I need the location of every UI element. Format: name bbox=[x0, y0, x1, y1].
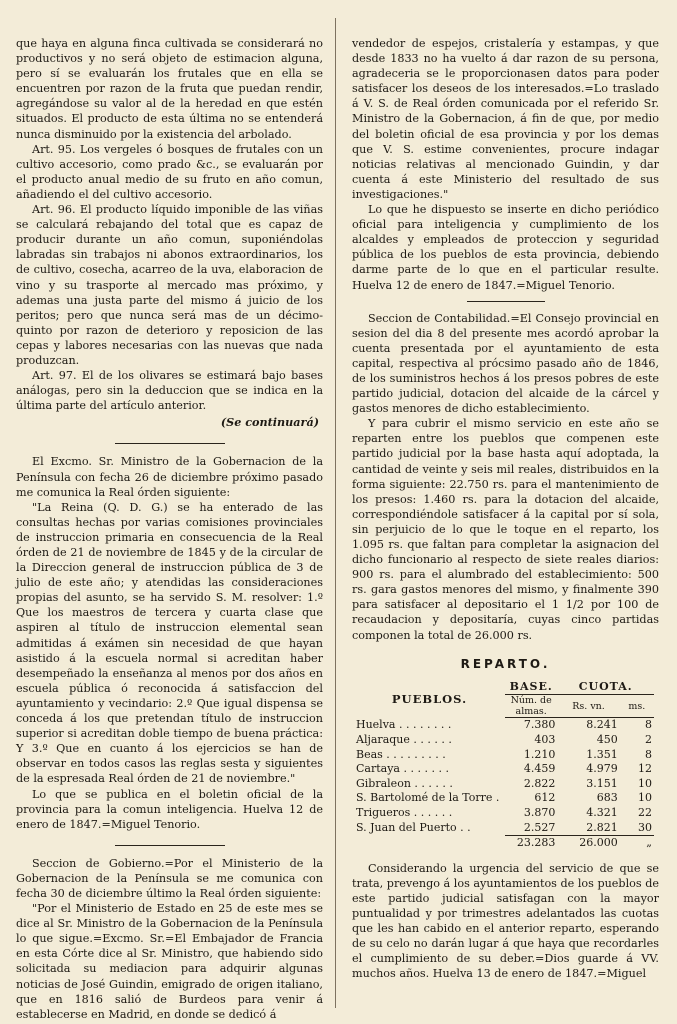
contabilidad-section: Seccion de Contabilidad.=El Consejo provincial en sesion del dia 8 del presente mes acordó aprobar la cuenta presentada por el ayuntamiento de esta capital, respectiva al prócsimo pasado año de 1846, de los suministros hechos á los presos pobres de este partido judicial, dotacion del alcaide de la cárcel y gastos menores de dicho establecimiento. bbox=[352, 311, 659, 416]
ms-value: 30 bbox=[638, 820, 652, 834]
ms-value: 22 bbox=[638, 805, 652, 819]
table-row bbox=[354, 733, 654, 748]
ms-value: 10 bbox=[638, 791, 652, 805]
article-96: Art. 96. El producto líquido imponible de las viñas se calculará rebajando del total que es capaz de producir durante un año comun, suponiéndolas labradas sin trabajos ni abonos extraordinarios, los de cultivo, cosecha, acarreo de la uva, elaboracion de vino y su trasporte al mercado mas próximo, y ademas una justa parte del mismo á juicio de los peritos; pero que nunca será mas de un décimo-quinto por razon de deterioro y reposicion de las cepas y labores necesarias con las nuevas que nada produzcan. bbox=[16, 203, 323, 367]
section-divider bbox=[115, 443, 225, 444]
pueblo-name: Gibraleon . . . . . . bbox=[356, 776, 453, 790]
reparto-heading: REPARTO. bbox=[460, 656, 551, 671]
left-column bbox=[16, 36, 323, 1022]
section-divider bbox=[115, 845, 225, 846]
continued-note: (Se continuará) bbox=[220, 415, 319, 430]
header-rsvn: Rs. vn. bbox=[557, 695, 619, 718]
table-row bbox=[354, 762, 654, 777]
article-97: Art. 97. El de los olivares se estimará bajo bases análogas, pero sin la deduccion que se indica en la última parte del artículo anterior. bbox=[16, 369, 323, 413]
reparto-explanation: Y para cubrir el mismo servicio en este año se reparten entre los pueblos que compenen este partido judicial por la base hasta aquí adoptada, la cantidad de veinte y seis mil reales, distribuidos en la forma siguiente: 22.750 rs. para el mantenimiento de los presos: 1.460 rs. para la dotacion del alcaide, correspondiéndole satisfacer á la capital por sí sola, sin perjuicio de lo que le toque en el reparto, los 1.095 rs. que faltan para completar la asignacion del dicho funcionario al respecto de siete reales diarios: 900 rs. para el alumbrado del establecimiento: 500 rs. gara gastos menores del mismo, y finalmente 390 para satisfacer al depositario el 1 1/2 por 100 de recaudacion y depositaría, cuyas cinco partidas componen la total de 26.000 rs. bbox=[352, 417, 659, 642]
pueblo-name: S. Juan del Puerto . . bbox=[356, 820, 471, 834]
table-total-row bbox=[354, 836, 654, 851]
column-separator bbox=[335, 18, 336, 1008]
rsvn-value: 2.821 bbox=[586, 820, 618, 834]
rsvn-value: 4.979 bbox=[586, 762, 618, 776]
almas-value: 2.527 bbox=[523, 820, 556, 834]
table-row bbox=[354, 821, 654, 836]
table-row bbox=[354, 748, 654, 763]
royal-order-text: "La Reina (Q. D. G.) se ha enterado de las consultas hechas por varias comisiones provinciales de instruccion primaria en consecuencia de la Real órden de 21 de noviembre de 1845 y de la circular de la Direccion general de instruccion pública de 3 de julio de este año; y atendidas las consideraciones propias del asunto, se ha servido S. M. resolver: 1.º Que los maestros de tercera y cuarta clase que aspiren al título de instruccion elemental sean admitidas á exámen sin necesidad de que hayan asistido á la escuela normal si acreditan haber desempeñado la enseñanza al menos por dos años en escuela pública ó reconocida á satisfaccion del ayuntamiento y vecindario: 2.º Que igual dispensa se conceda á los que pretendan título de instruccion superior si acreditan doble tiempo de buena práctica: Y 3.º Que en cuanto á los ejercicios se han de observar en todos casos las reglas sesta y siguientes de la espresada Real órden de 21 de noviembre." bbox=[16, 500, 323, 786]
publication-note: Lo que se publica en el boletin oficial de la provincia para la comun inteligencia. Huelva 12 de enero de 1847.=Miguel Tenorio. bbox=[16, 787, 323, 831]
pueblo-name: Trigueros . . . . . . bbox=[356, 805, 453, 819]
insertion-note: Lo que he dispuesto se inserte en dicho periódico oficial para inteligencia y cumplimiento de los alcaldes y empleados de proteccion y seguridad pública de los pueblos de esta provincia, debiendo darme parte de lo que en el particular resulte. Huelva 12 de enero de 1847.=Miguel Tenorio. bbox=[352, 203, 659, 292]
guindin-continuation: vendedor de espejos, cristalería y estampas, y que desde 1833 no ha vuelto á dar razon de su persona, agradeceria se le proporcionasen datos para poder satisfacer los deseos de los interesados.=Lo traslado á V. S. de Real órden comunicada por el referido Sr. Ministro de la Gobernacion, á fin de que, por medio del boletin oficial de esa provincia y por los demas que V. S. estime convenientes, procure indagar noticias relativas al mencionado Guindin, y dar cuenta á este Ministerio del resultado de sus investigaciones." bbox=[352, 37, 659, 201]
total-ms: „ bbox=[620, 836, 654, 851]
rsvn-value: 3.151 bbox=[586, 776, 618, 790]
header-almas: Núm. de almas. bbox=[505, 695, 557, 718]
estado-order-text: "Por el Ministerio de Estado en 25 de este mes se dice al Sr. Ministro de la Gobernacion de la Península lo que sigue.=Excmo. Sr.=El Embajador de Francia en esta Córte dice al Sr. Ministro, que habiendo sido solicitada su mediacion para adquirir algunas noticias de José Guindin, emigrado de origen italiano, que en 1816 salió de Burdeos para venir á establecerse en Madrid, en donde se dedicó á bbox=[16, 902, 323, 1021]
rsvn-value: 683 bbox=[596, 791, 618, 805]
header-pueblos: PUEBLOS. bbox=[391, 691, 468, 706]
ms-value: 2 bbox=[645, 732, 652, 746]
table-row bbox=[354, 806, 654, 821]
rsvn-value: 8.241 bbox=[586, 718, 618, 732]
almas-value: 4.459 bbox=[523, 762, 556, 776]
almas-value: 2.822 bbox=[523, 776, 556, 790]
almas-value: 403 bbox=[534, 732, 556, 746]
header-cuota: CUOTA. bbox=[557, 680, 654, 695]
urgency-notice: Considerando la urgencia del servicio de que se trata, prevengo á los ayuntamientos de los pueblos de este partido judicial satisfagan con la mayor puntualidad y por trimestres adelantados las cuotas que les han cabido en el anterior reparto, esperando de su celo no darán lugar á que haya que recordarles el cumplimiento de su deber.=Dios guarde á VV. muchos años. Huelva 13 de enero de 1847.=Miguel bbox=[352, 861, 659, 981]
gobierno-section-intro: Seccion de Gobierno.=Por el Ministerio de la Gobernacion de la Península se me comunica con fecha 30 de diciembre último la Real órden siguiente: bbox=[16, 856, 323, 900]
total-rsvn: 26.000 bbox=[557, 836, 619, 851]
pueblo-name: Beas . . . . . . . . . bbox=[356, 747, 446, 761]
header-ms: ms. bbox=[620, 695, 654, 718]
pueblo-name: Huelva . . . . . . . . bbox=[356, 718, 452, 732]
table-row bbox=[354, 718, 654, 733]
rsvn-value: 450 bbox=[596, 732, 618, 746]
table-row bbox=[354, 791, 654, 806]
rsvn-value: 1.351 bbox=[586, 747, 618, 761]
ms-value: 10 bbox=[638, 776, 652, 790]
total-spacer bbox=[354, 836, 505, 851]
ministry-intro: El Excmo. Sr. Ministro de la Gobernacion de la Península con fecha 26 de diciembre próximo pasado me comunica la Real órden siguiente: bbox=[16, 455, 323, 499]
table-row bbox=[354, 777, 654, 792]
total-almas: 23.283 bbox=[505, 836, 557, 851]
almas-value: 3.870 bbox=[523, 805, 556, 819]
right-column bbox=[352, 36, 659, 981]
almas-value: 7.380 bbox=[523, 718, 556, 732]
almas-value: 612 bbox=[534, 791, 556, 805]
rsvn-value: 4.321 bbox=[586, 805, 618, 819]
pueblo-name: Aljaraque . . . . . . bbox=[356, 732, 452, 746]
pueblo-name: Cartaya . . . . . . . bbox=[356, 762, 449, 776]
header-base: BASE. bbox=[505, 680, 557, 695]
reparto-table bbox=[354, 680, 654, 851]
ms-value: 12 bbox=[638, 762, 652, 776]
almas-value: 1.210 bbox=[523, 747, 556, 761]
section-divider bbox=[467, 301, 545, 302]
table-header-row bbox=[354, 680, 654, 695]
ms-value: 8 bbox=[645, 718, 652, 732]
ms-value: 8 bbox=[645, 747, 652, 761]
article-95: Art. 95. Los vergeles ó bosques de frutales con un cultivo accesorio, como prado &c., se evaluarán por el producto anual medio de su fruto en año comun, añadiendo el del cultivo accesorio. bbox=[16, 142, 323, 201]
article-95-continuation: que haya en alguna finca cultivada se considerará no productivos y no será objeto de estimacion alguna, pero sí se evaluarán los frutales que en ella se encuentren por razon de la fruta que puedan rendir, agregándose su valor al de la heredad en que estén situados. El producto de esta última no se entenderá nunca disminuido por la existencia del arbolado. bbox=[16, 37, 323, 141]
pueblo-name: S. Bartolomé de la Torre . bbox=[356, 791, 500, 805]
